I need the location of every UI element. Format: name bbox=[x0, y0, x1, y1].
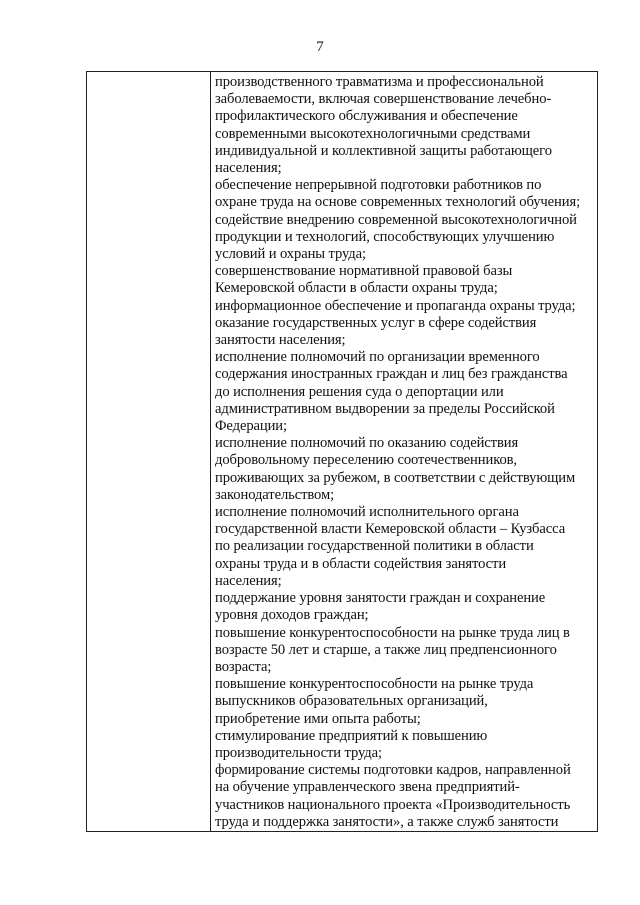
text-line: совершенствование нормативной правовой базы bbox=[215, 263, 513, 280]
text-line: до исполнения решения суда о депортации или bbox=[215, 383, 504, 400]
text-line: участников национального проекта «Производительность bbox=[215, 796, 571, 813]
text-line: административном выдворении за пределы Российской bbox=[215, 400, 555, 417]
text-line: труда и поддержка занятости», а также служб занятости bbox=[215, 813, 559, 830]
table-row bbox=[87, 72, 598, 832]
text-line: Кемеровской области в области охраны труда; bbox=[215, 280, 498, 297]
text-line: населения; bbox=[215, 160, 282, 177]
text-line: по реализации государственной политики в области bbox=[215, 538, 534, 555]
text-line: заболеваемости, включая совершенствование лечебно- bbox=[215, 91, 552, 108]
text-line: возраста; bbox=[215, 658, 272, 675]
text-line: исполнение полномочий по оказанию содействия bbox=[215, 435, 519, 452]
text-line: уровня доходов граждан; bbox=[215, 607, 369, 624]
text-line: возрасте 50 лет и старше, а также лиц предпенсионного bbox=[215, 641, 557, 658]
text-line: охраны труда и в области содействия занятости bbox=[215, 555, 507, 572]
right-cell-text bbox=[211, 72, 597, 831]
text-line: занятости населения; bbox=[215, 332, 346, 349]
text-line: обеспечение непрерывной подготовки работников по bbox=[215, 177, 542, 194]
text-line: Федерации; bbox=[215, 418, 287, 435]
text-line: приобретение ими опыта работы; bbox=[215, 710, 421, 727]
text-line: повышение конкурентоспособности на рынке труда bbox=[215, 676, 534, 693]
text-line: исполнение полномочий по организации временного bbox=[215, 349, 540, 366]
text-line: содействие внедрению современной высокотехнологичной bbox=[215, 211, 577, 228]
text-line: стимулирование предприятий к повышению bbox=[215, 727, 488, 744]
text-line: добровольному переселению соотечественников, bbox=[215, 452, 517, 469]
text-line: оказание государственных услуг в сфере содействия bbox=[215, 314, 537, 331]
left-cell-text bbox=[87, 72, 210, 74]
text-line: условий и охраны труда; bbox=[215, 246, 366, 263]
text-line: продукции и технологий, способствующих улучшению bbox=[215, 228, 555, 245]
text-line: выпускников образовательных организаций, bbox=[215, 693, 488, 710]
text-line: производительности труда; bbox=[215, 744, 382, 761]
text-line: содержания иностранных граждан и лиц без гражданства bbox=[215, 366, 568, 383]
text-line: охране труда на основе современных технологий обучения; bbox=[215, 194, 581, 211]
text-line: повышение конкурентоспособности на рынке труда лиц в bbox=[215, 624, 570, 641]
text-line: профилактического обслуживания и обеспечение bbox=[215, 108, 518, 125]
text-line: информационное обеспечение и пропаганда охраны труда; bbox=[215, 297, 576, 314]
text-line: законодательством; bbox=[215, 486, 335, 503]
text-line: формирование системы подготовки кадров, направленной bbox=[215, 762, 571, 779]
text-line: современными высокотехнологичными средствами bbox=[215, 125, 531, 142]
text-line: населения; bbox=[215, 572, 282, 589]
text-line: поддержание уровня занятости граждан и сохранение bbox=[215, 590, 546, 607]
table-cell-left bbox=[87, 72, 211, 832]
text-line: исполнение полномочий исполнительного органа bbox=[215, 504, 519, 521]
content-table bbox=[86, 71, 598, 832]
text-line: индивидуальной и коллективной защиты работающего bbox=[215, 142, 552, 159]
page-number: 7 bbox=[316, 39, 324, 55]
table-cell-right bbox=[211, 72, 598, 832]
text-line: государственной власти Кемеровской области – Кузбасса bbox=[215, 521, 566, 538]
text-line: проживающих за рубежом, в соответствии с действующим bbox=[215, 469, 576, 486]
text-line: производственного травматизма и профессиональной bbox=[215, 74, 544, 90]
text-line: на обучение управленческого звена предприятий- bbox=[215, 779, 520, 796]
